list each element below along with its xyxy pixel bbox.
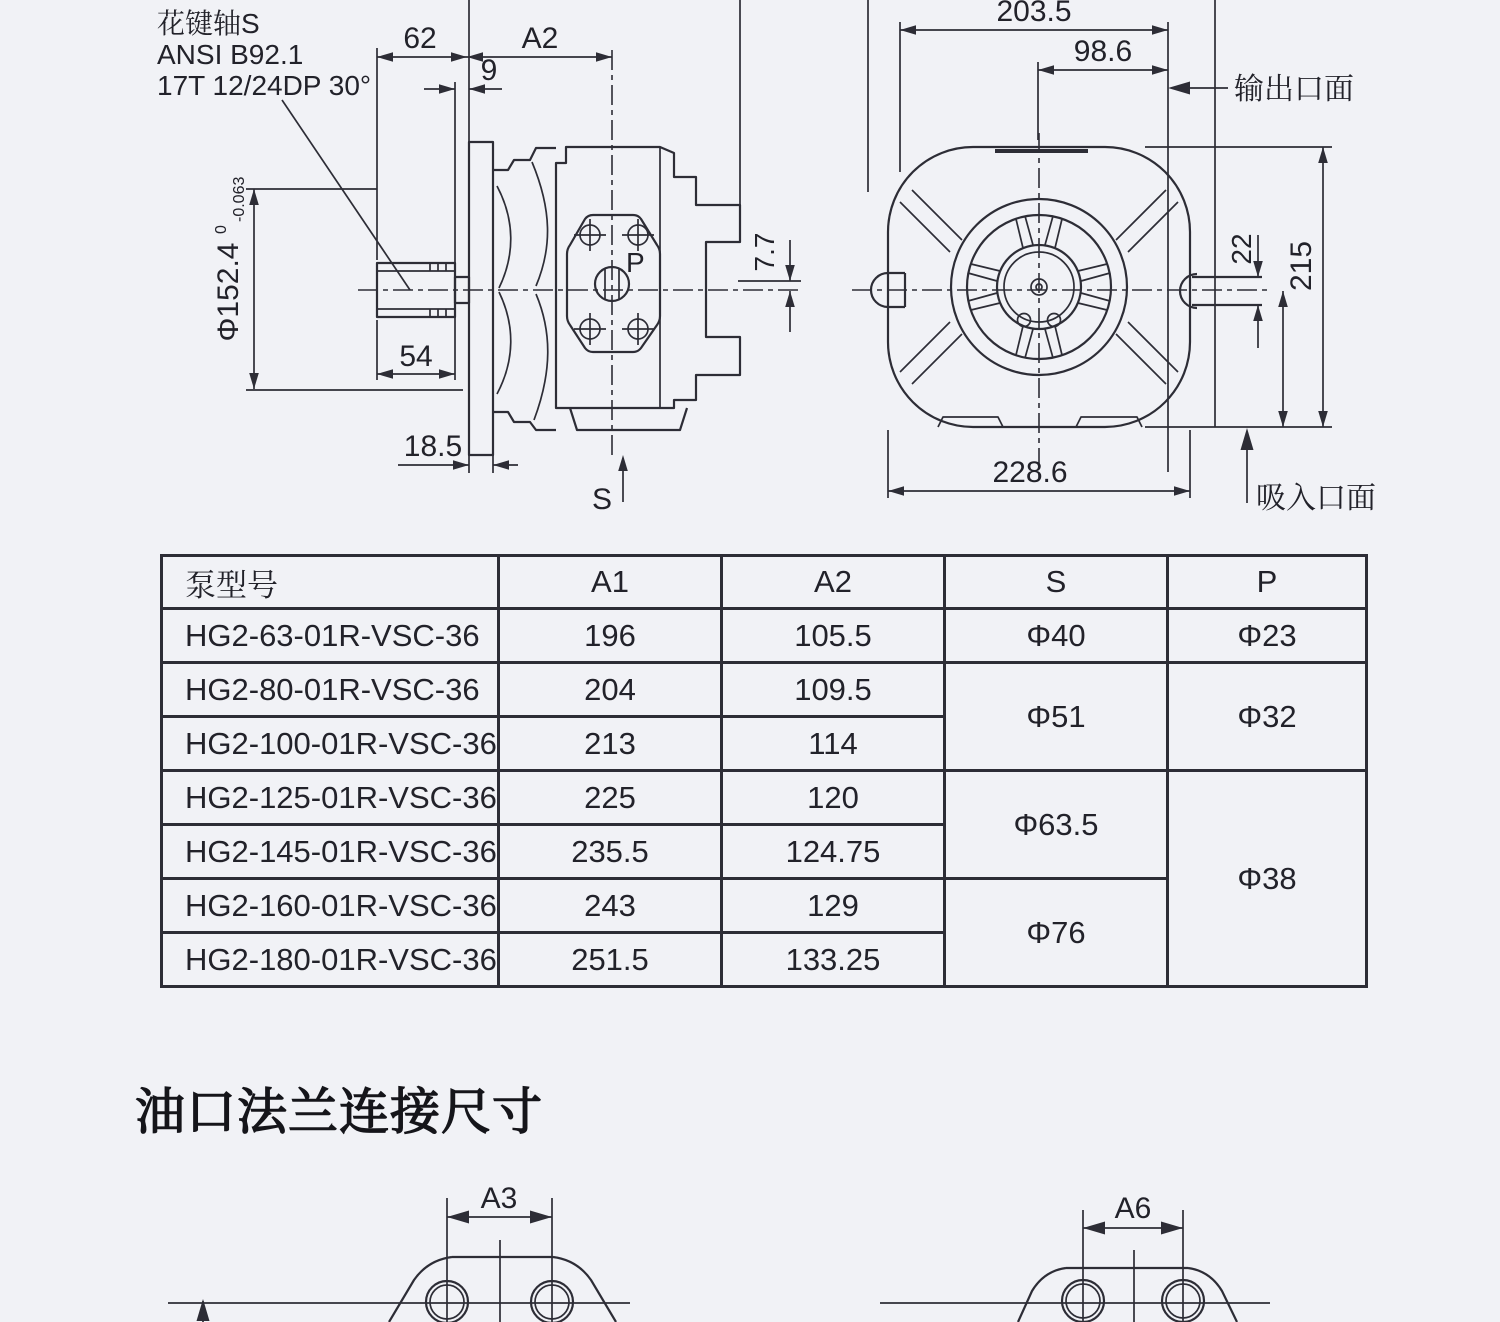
table-row: [162, 663, 1367, 717]
dim-7-7: [749, 233, 780, 272]
table-row: [162, 771, 1367, 825]
dim-9-label: 9: [480, 54, 498, 87]
cell-a2: 120: [722, 771, 945, 825]
cell-s: Φ51: [945, 663, 1168, 771]
table-header-row: [162, 556, 1367, 609]
cell-a1: 213: [499, 717, 722, 771]
cell-s: Φ40: [945, 609, 1168, 663]
table-row: [162, 609, 1367, 663]
dim-54-label: 54: [399, 340, 433, 373]
pump-dimension-drawings: [0, 0, 1500, 548]
cell-p: Φ23: [1168, 609, 1367, 663]
cell-model: HG2-180-01R-VSC-36: [162, 933, 499, 987]
dim-a3-label: A3: [480, 1182, 518, 1215]
section-heading: 油口法兰连接尺寸: [135, 1084, 543, 1140]
suction-face-label: 吸入口面: [1256, 482, 1376, 515]
dim-a2-label: A2: [521, 22, 559, 55]
dim-shaft-dia-label: Φ152.4: [212, 242, 245, 342]
pump-side-view: [157, 0, 802, 516]
oil-port-flange-drawings: [0, 1150, 1500, 1322]
dim-215: [1145, 147, 1332, 427]
spline-leader-line: [282, 100, 410, 290]
cell-a1: 251.5: [499, 933, 722, 987]
cell-a2: 133.25: [722, 933, 945, 987]
spline-note-line2: ANSI B92.1: [157, 39, 304, 70]
pump-dimension-table: [160, 554, 1368, 988]
cell-a2: 105.5: [722, 609, 945, 663]
pump-front-view: [852, 0, 1376, 515]
dim-62-label: 62: [403, 22, 437, 55]
cell-model: HG2-80-01R-VSC-36: [162, 663, 499, 717]
output-face-label: 输出口面: [1234, 73, 1354, 106]
cell-a2: 129: [722, 879, 945, 933]
cell-a1: 235.5: [499, 825, 722, 879]
cell-model: HG2-125-01R-VSC-36: [162, 771, 499, 825]
cell-model: HG2-100-01R-VSC-36: [162, 717, 499, 771]
front-cover-casting: [493, 148, 556, 430]
dim-shaft-diameter: [212, 177, 248, 342]
cell-model: HG2-145-01R-VSC-36: [162, 825, 499, 879]
cell-a1: 225: [499, 771, 722, 825]
cell-model: HG2-63-01R-VSC-36: [162, 609, 499, 663]
spline-note-line1: 花键轴S: [157, 8, 260, 39]
dim-98-6-label: 98.6: [1073, 35, 1133, 68]
spline-note-line3: 17T 12/24DP 30°: [157, 70, 372, 101]
dim-215-label: 215: [1285, 240, 1318, 292]
dim-7-7-label: 7.7: [749, 232, 780, 272]
cell-a2: 114: [722, 717, 945, 771]
cell-s: Φ63.5: [945, 771, 1168, 879]
dim-228-6-label: 228.6: [992, 456, 1068, 489]
suction-face-callout: [1241, 428, 1377, 515]
pump-body: [556, 147, 740, 430]
dim-18-5-label: 18.5: [403, 430, 463, 463]
flange-outline: [389, 1257, 616, 1322]
cell-a2: 124.75: [722, 825, 945, 879]
cell-a1: 204: [499, 663, 722, 717]
suction-s-label: S: [592, 483, 613, 516]
dim-22-label: 22: [1226, 233, 1257, 265]
dim-shaft-tol-lower: -0.063: [231, 176, 248, 222]
flange-view-a3: [168, 1182, 630, 1322]
cell-p: Φ32: [1168, 663, 1367, 771]
dim-203-5-label: 203.5: [996, 0, 1072, 28]
right-mounting-ear: [1180, 274, 1262, 308]
dim-a6-label: A6: [1114, 1192, 1152, 1225]
cell-a2: 109.5: [722, 663, 945, 717]
port-p-label: P: [626, 247, 645, 278]
output-face-callout: [1168, 73, 1354, 106]
header-p: P: [1168, 556, 1367, 609]
cell-a1: 243: [499, 879, 722, 933]
dim-shaft-tol-upper: 0: [213, 225, 230, 234]
cell-s: Φ76: [945, 879, 1168, 987]
cell-p: Φ38: [1168, 771, 1367, 987]
flange-view-a6: [880, 1192, 1270, 1322]
mounting-flange-plate: [469, 142, 493, 455]
header-model: 泵型号: [162, 556, 499, 609]
cell-a1: 196: [499, 609, 722, 663]
port-face: [567, 215, 660, 352]
suction-marker: [592, 455, 628, 516]
header-a2: A2: [722, 556, 945, 609]
header-a1: A1: [499, 556, 722, 609]
cell-model: HG2-160-01R-VSC-36: [162, 879, 499, 933]
header-s: S: [945, 556, 1168, 609]
